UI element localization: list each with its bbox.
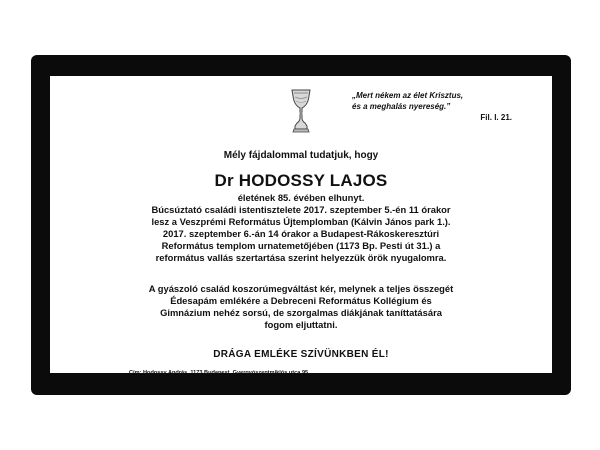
wreath-line: Édesapám emlékére a Debreceni Református Kollégium és bbox=[170, 295, 432, 306]
bible-quote bbox=[352, 90, 512, 123]
quote-line-2: és a meghalás nyereség.” bbox=[352, 102, 451, 111]
funeral-line: református vallás szertartása szerint helyezzük örök nyugalomra. bbox=[155, 252, 447, 263]
funeral-line: 2017. szeptember 6.-án 14 órakor a Budapest-Rákoskeresztúri bbox=[162, 228, 440, 239]
chalice-icon bbox=[289, 88, 313, 134]
closing-line: DRÁGA EMLÉKE SZÍVÜNKBEN ÉL! bbox=[213, 349, 389, 360]
quote-line-1: „Mert nékem az élet Krisztus, bbox=[352, 91, 464, 100]
black-border-frame bbox=[31, 55, 571, 395]
age-line: életének 85. évében elhunyt. bbox=[237, 192, 365, 203]
obituary-card bbox=[50, 76, 552, 376]
funeral-details bbox=[50, 204, 552, 264]
wreath-line: Gimnázium nehéz sorsú, de szorgalmas diákjának taníttatására bbox=[160, 307, 442, 318]
intro-line: Mély fájdalommal tudatjuk, hogy bbox=[223, 150, 379, 161]
deceased-name: Dr HODOSSY LAJOS bbox=[214, 171, 388, 190]
funeral-line: Református templom urnatemetőjében (1173 Bp. Pesti út 31.) a bbox=[161, 240, 441, 251]
quote-reference: Fil. I. 21. bbox=[480, 113, 512, 122]
wreath-line: A gyászoló család koszorúmegváltást kér, melynek a teljes összegét bbox=[148, 283, 454, 294]
contact-address: Cím: Hodossy András, 1173 Budapest, Gyergyószentmiklós utca 95. bbox=[129, 370, 310, 376]
funeral-line: Búcsúztató családi istentisztelete 2017. szeptember 5.-én 11 órakor bbox=[151, 204, 451, 215]
wreath-request bbox=[50, 283, 552, 331]
wreath-line: fogom eljuttatni. bbox=[264, 319, 338, 330]
funeral-line: lesz a Veszprémi Református Újtemplomban (Kálvin János park 1.). bbox=[151, 216, 451, 227]
